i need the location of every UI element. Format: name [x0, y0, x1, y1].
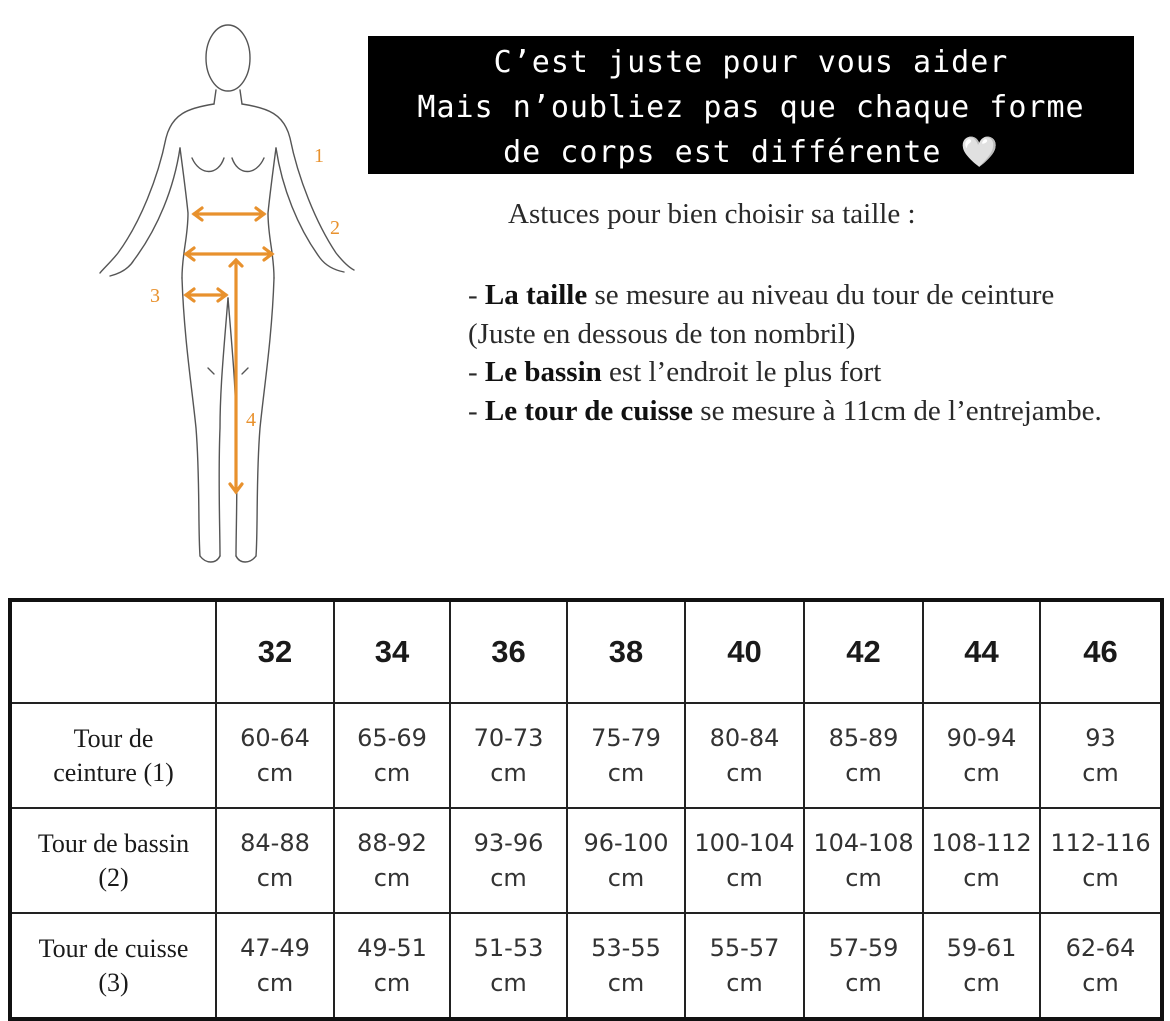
header-corner — [10, 600, 216, 703]
measurement-unit: cm — [490, 758, 527, 787]
size-chart-table — [8, 598, 1164, 1021]
measurement-range: 55-57 — [709, 933, 780, 962]
measurement-unit: cm — [726, 758, 763, 787]
figure-label-2: 2 — [330, 217, 340, 239]
row-label: Tour de cuisse (3) — [10, 913, 216, 1019]
measurement-cell — [567, 808, 685, 913]
measurement-range: 70-73 — [473, 723, 544, 752]
row-label: Tour de bassin (2) — [10, 808, 216, 913]
measurement-range: 65-69 — [357, 723, 427, 752]
tip-waist: - La taille se mesure au niveau du tour de ceinture (Juste en dessous de ton nombril) — [468, 279, 1055, 350]
measurement-range: 85-89 — [828, 723, 899, 752]
banner-line-2: Mais n’oubliez pas que chaque forme — [417, 90, 1085, 125]
size-header-cell: 42 — [804, 600, 923, 703]
size-header-cell: 40 — [685, 600, 804, 703]
size-header-cell: 32 — [216, 600, 334, 703]
figure-label-1: 1 — [314, 145, 324, 167]
size-header-cell: 46 — [1040, 600, 1162, 703]
measurement-range: 84-88 — [240, 828, 310, 857]
measurement-cell — [923, 913, 1040, 1019]
measurement-unit: cm — [256, 968, 294, 997]
measurement-cell — [923, 808, 1040, 913]
measurement-unit: cm — [1082, 968, 1119, 997]
white-heart-icon: 🤍 — [960, 135, 999, 170]
measurement-unit: cm — [490, 968, 527, 997]
measurement-cell — [334, 703, 450, 808]
tips-title: Astuces pour bien choisir sa taille : — [508, 198, 916, 230]
measurement-cell — [450, 913, 567, 1019]
size-header-row — [10, 600, 1162, 703]
measurement-cell — [685, 913, 804, 1019]
measurement-unit: cm — [726, 968, 763, 997]
table-row — [10, 703, 1162, 808]
tips-list — [468, 276, 1128, 430]
disclaimer-banner — [368, 36, 1134, 174]
measurement-unit: cm — [1082, 863, 1119, 892]
figure-head — [206, 25, 250, 91]
size-header-cell: 38 — [567, 600, 685, 703]
measurement-cell — [567, 703, 685, 808]
measurement-cell — [685, 808, 804, 913]
measurement-unit: cm — [256, 758, 294, 787]
measurement-unit: cm — [373, 758, 411, 787]
measurement-cell — [216, 808, 334, 913]
measurement-unit: cm — [607, 758, 645, 787]
measurement-unit: cm — [256, 863, 294, 892]
banner-line-3: de corps est différente 🤍 — [503, 135, 999, 170]
tip-thigh: - Le tour de cuisse se mesure à 11cm de l’entrejambe. — [468, 394, 1102, 427]
table-row — [10, 913, 1162, 1019]
row-label: Tour de ceinture (1) — [10, 703, 216, 808]
measurement-range: 62-64 — [1065, 933, 1136, 962]
measurement-cell — [1040, 808, 1162, 913]
measurement-range: 59-61 — [946, 933, 1017, 962]
figure-label-4: 4 — [246, 409, 256, 431]
body-measurement-figure — [88, 8, 358, 568]
measurement-range: 108-112 — [931, 828, 1032, 857]
measurement-range: 53-55 — [591, 933, 661, 962]
measurement-unit: cm — [373, 968, 411, 997]
measurement-range: 80-84 — [709, 723, 780, 752]
measurement-range: 88-92 — [357, 828, 427, 857]
measurement-unit: cm — [1082, 758, 1119, 787]
measurement-unit: cm — [963, 758, 1000, 787]
measurement-cell — [567, 913, 685, 1019]
measurement-range: 60-64 — [240, 723, 310, 752]
measurement-range: 49-51 — [357, 933, 427, 962]
measurement-unit: cm — [607, 863, 645, 892]
measurement-cell — [804, 703, 923, 808]
table-row — [10, 808, 1162, 913]
measurement-range: 90-94 — [946, 723, 1017, 752]
size-header-cell: 44 — [923, 600, 1040, 703]
measurement-cell — [334, 808, 450, 913]
measurement-cell — [804, 913, 923, 1019]
measurement-unit: cm — [726, 863, 763, 892]
measurement-cell — [685, 703, 804, 808]
measurement-unit: cm — [845, 863, 882, 892]
measurement-unit: cm — [607, 968, 645, 997]
measurement-cell — [450, 808, 567, 913]
measurement-cell — [1040, 913, 1162, 1019]
measurement-unit: cm — [845, 968, 882, 997]
measurement-range: 47-49 — [240, 933, 310, 962]
measurement-range: 104-108 — [813, 828, 914, 857]
measurement-range: 93-96 — [473, 828, 544, 857]
measurement-range: 57-59 — [828, 933, 899, 962]
measurement-unit: cm — [490, 863, 527, 892]
measurement-cell — [923, 703, 1040, 808]
measurement-cell — [1040, 703, 1162, 808]
measurement-range: 75-79 — [591, 723, 661, 752]
measurement-cell — [216, 913, 334, 1019]
measurement-cell — [804, 808, 923, 913]
measurement-range: 93 — [1085, 723, 1116, 752]
measurement-unit: cm — [963, 968, 1000, 997]
measurement-unit: cm — [845, 758, 882, 787]
size-header-cell: 36 — [450, 600, 567, 703]
banner-line-1: C’est juste pour vous aider — [493, 45, 1009, 80]
measurement-range: 112-116 — [1050, 828, 1151, 857]
measurement-unit: cm — [963, 863, 1000, 892]
figure-label-3: 3 — [150, 285, 160, 307]
measurement-cell — [334, 913, 450, 1019]
size-header-cell: 34 — [334, 600, 450, 703]
measurement-range: 96-100 — [583, 828, 669, 857]
measurement-range: 51-53 — [473, 933, 544, 962]
measurement-range: 100-104 — [694, 828, 795, 857]
measurement-cell — [216, 703, 334, 808]
tip-hips: - Le bassin est l’endroit le plus fort — [468, 356, 882, 388]
measurement-cell — [450, 703, 567, 808]
measurement-unit: cm — [373, 863, 411, 892]
